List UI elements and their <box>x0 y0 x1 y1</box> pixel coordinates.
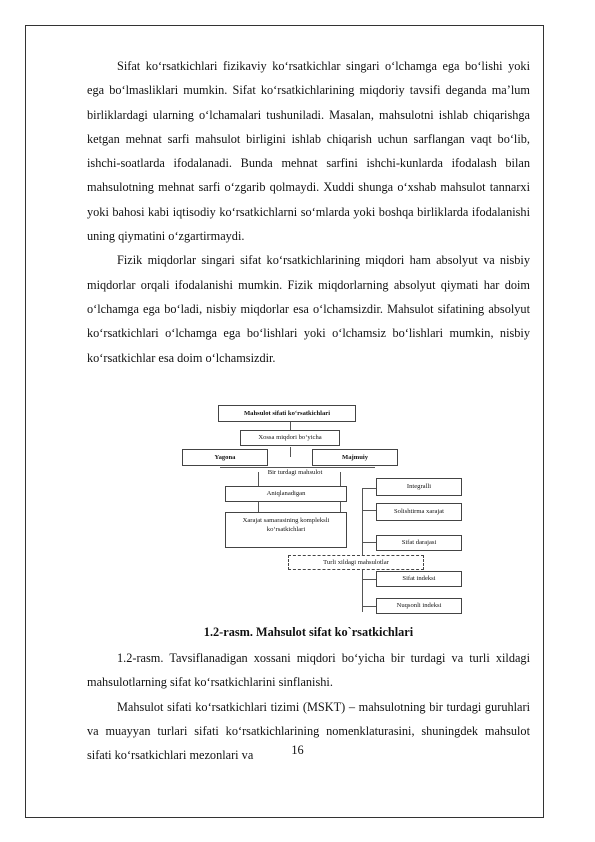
diagram-box-one-type: Bir turdagi mahsulot <box>260 468 330 479</box>
diagram-box-specific-cost: Solishtirma xarajat <box>376 503 462 521</box>
page-number: 16 <box>291 743 304 757</box>
diagram-box-complex: Majmuiy <box>312 449 398 466</box>
diagram-box-defect-index: Nuqsonli indeksi <box>376 598 462 614</box>
diagram-box-mixed-products: Turli xildagi mahsulotlar <box>288 555 424 570</box>
diagram-box-integral: Integralli <box>376 478 462 496</box>
diagram-box-quality-index: Sifat indeksi <box>376 571 462 587</box>
paragraph: Sifat koʻrsatkichlari fizikaviy koʻrsatkichlar singari oʻlchamga ega boʻlishi yoki ega boʻlmasliklari mumkin. Sifat koʻrsatkichlarining miqdoriy tavsifi deganda ma’lum birliklardagi ularning oʻlchamalari tushuniladi. Masalan, mahsulotni ishlab chiqarishga ketgan mehnat sarfi mahsulot birligini ishlab chiqarish uchun sarflangan vaqt boʻlib, ishchi-soatlarda ifodalanadi. Bunda mehnat sarfini ishchi-kunlarda ifodalash bilan mahsulotning mehnat sarfi oʻzgarib qolmaydi. Xuddi shunga oʻxshab mahsulot tannarxi yoki bahosi kabi iqtisodiy koʻrsatkichlarni soʻmlarda yoki boshqa birliklarda ifodalanishi uning qiymatini oʻzgartirmaydi. <box>87 59 530 244</box>
paragraph: Fizik miqdorlar singari sifat koʻrsatkichlarining miqdori ham absolyut va nisbiy miqdorlar orqali ifodalanishi mumkin. Fizik miqdorlarning absolyut qiymati har doim oʻlchamga ega boʻladi, nisbiy miqdorlar esa oʻlchamsizdir. Mahsulot sifatining absolyut koʻrsatkichlari oʻlchamga ega boʻlishlari yoki oʻlchamsiz boʻlishlari mumkin, nisbiy koʻrsatkichlar esa doim oʻlchamsizdir. <box>87 253 530 365</box>
figure-caption: 1.2-rasm. Mahsulot sifat ko`rsatkichlari <box>203 625 414 639</box>
diagram-box-quality-level: Sifat darajasi <box>376 535 462 551</box>
diagram-box-single: Yagona <box>182 449 268 466</box>
diagram-box-determining: Aniqlanadigan <box>225 486 347 502</box>
classification-diagram <box>180 402 470 618</box>
diagram-box-by-number: Xossa miqdori boʻyicha <box>240 430 340 446</box>
paragraph: Mahsulot sifati koʻrsatkichlari tizimi (MSKT) – mahsulotning bir turdagi guruhlari va muayyan turlari sifati koʻrsatkichlarining nomenklaturasini, shuningdek mahsulot sifati koʻrsatkichlari mezonlari va <box>87 699 530 763</box>
paragraph: 1.2-rasm. Tavsiflanadigan xossani miqdori boʻyicha bir turdagi va turli xildagi mahsulotlarning sifat koʻrsatkichlarini sinflanishi. <box>87 651 530 690</box>
body-text-top <box>87 54 530 370</box>
diagram-box-cost-efficiency: Xarajat samarasining kompleksli koʻrsatkichlari <box>225 512 347 548</box>
diagram-box-top: Mahsulot sifati koʻrsatkichlari <box>218 405 356 422</box>
